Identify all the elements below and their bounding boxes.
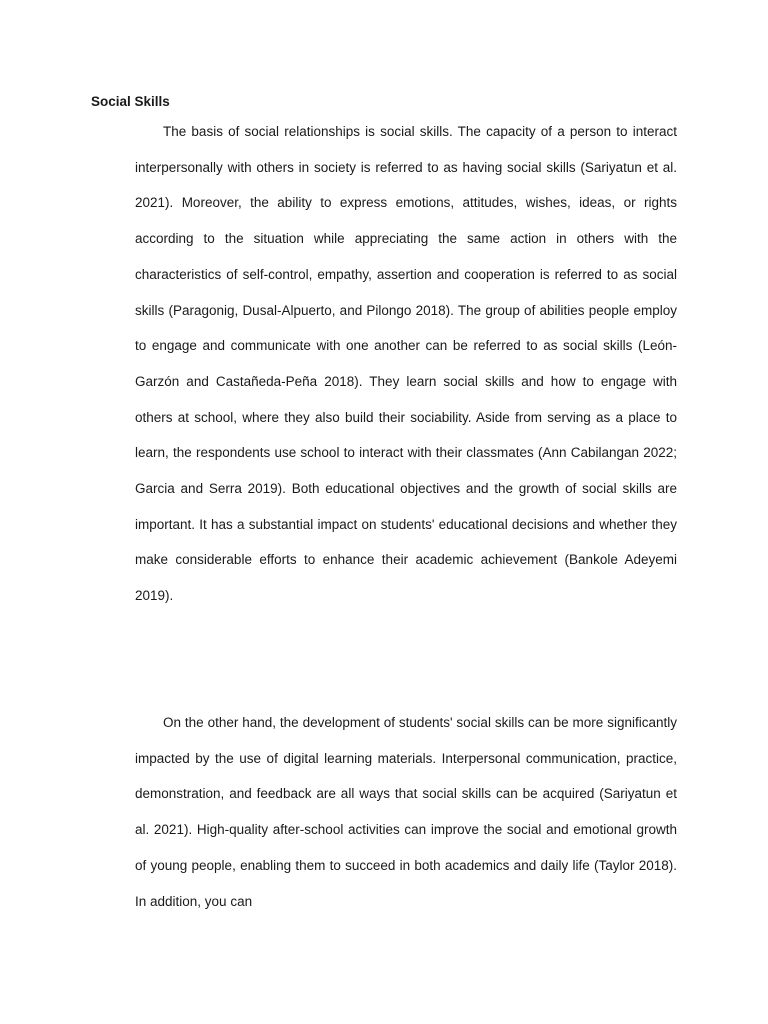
section-heading: Social Skills xyxy=(91,94,170,109)
body-paragraph-1: The basis of social relationships is social skills. The capacity of a person to interact interpersonally with others in society is referred to as having social skills (Sariyatun et al. 2021). Moreover, the ability to express emotions, attitudes, wishes, ideas, or rights according to the situation while appreciating the same action in others with the characteristics of self-control, empathy, assertion and cooperation is referred to as social skills (Paragonig, Dusal-Alpuerto, and Pilongo 2018). The group of abilities people employ to engage and communicate with one another can be referred to as social skills (León-Garzón and Castañeda-Peña 2018). They learn social skills and how to engage with others at school, where they also build their sociability. Aside from serving as a place to learn, the respondents use school to interact with their classmates (Ann Cabilangan 2022; Garcia and Serra 2019). Both educational objectives and the growth of social skills are important. It has a substantial impact on students' educational decisions and whether they make considerable efforts to enhance their academic achievement (Bankole Adeyemi 2019). xyxy=(135,124,677,604)
body-paragraph-2: On the other hand, the development of students' social skills can be more significantly impacted by the use of digital learning materials. Interpersonal communication, practice, demonstration, and feedback are all ways that social skills can be acquired (Sariyatun et al. 2021). High-quality after-school activities can improve the social and emotional growth of young people, enabling them to succeed in both academics and daily life (Taylor 2018). In addition, you can xyxy=(135,715,677,909)
